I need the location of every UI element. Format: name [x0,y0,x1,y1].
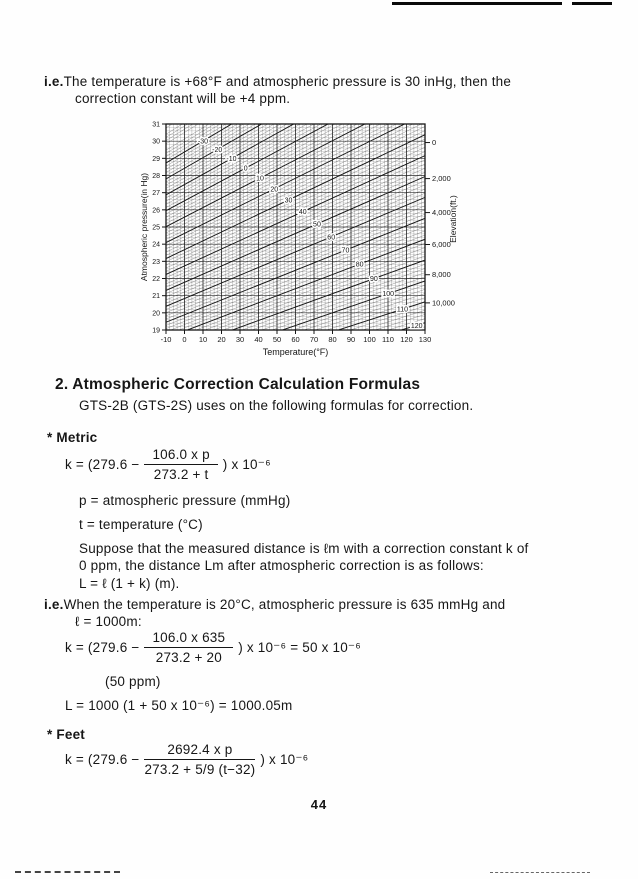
svg-text:30: 30 [152,138,160,146]
metric-t-definition: t = temperature (°C) [79,517,203,532]
svg-text:0: 0 [243,165,248,173]
nomograph-svg [136,116,468,358]
metric-ex-rhs: ) x 10⁻⁶ = 50 x 10⁻⁶ [238,639,362,655]
svg-text:-30: -30 [197,138,209,146]
svg-text:120: 120 [400,335,413,344]
svg-text:4,000: 4,000 [432,208,451,218]
svg-text:20: 20 [217,335,226,344]
svg-text:110: 110 [396,306,409,314]
metric-ex-numerator: 106.0 x 635 [144,630,233,648]
svg-text:80: 80 [355,261,364,269]
feet-heading [47,726,85,743]
svg-text:80: 80 [328,335,337,344]
svg-text:6,000: 6,000 [432,240,451,250]
svg-text:2,000: 2,000 [432,174,451,184]
metric-suppose-line1: Suppose that the measured distance is ℓm with a correction constant k of [79,541,529,556]
svg-text:110: 110 [382,335,394,344]
svg-text:28: 28 [152,173,160,180]
svg-text:31: 31 [152,121,160,129]
svg-text:130: 130 [418,335,432,344]
metric-ex-denominator: 273.2 + 20 [155,650,222,665]
svg-text:0: 0 [182,335,187,344]
svg-text:10: 10 [256,175,264,183]
svg-text:90: 90 [346,335,356,344]
svg-text:40: 40 [298,209,307,217]
svg-text:-10: -10 [160,335,172,344]
metric-ppm-note: (50 ppm) [105,674,161,689]
metric-ex-fraction [144,630,233,665]
svg-text:29: 29 [152,155,160,163]
metric-label: Metric [56,430,98,445]
scan-artifact-top-rule-2 [572,2,612,5]
svg-text:26: 26 [152,207,160,215]
svg-text:30: 30 [284,197,293,205]
svg-text:100: 100 [363,335,376,344]
svg-text:-10: -10 [226,155,237,163]
svg-text:Atmospheric pressure(in Hg): Atmospheric pressure(in Hg) [139,172,149,282]
metric-ex-lhs: k = (279.6 − [65,640,140,655]
svg-text:30: 30 [235,335,245,344]
scan-artifact-top-rule [392,2,562,5]
feet-k-denominator: 273.2 + 5/9 (t−32) [144,762,256,777]
svg-text:40: 40 [254,335,263,344]
svg-text:20: 20 [270,186,279,194]
scan-artifact-bottom-dashes-left [15,871,120,873]
svg-text:22: 22 [152,276,160,283]
metric-k-rhs: ) x 10⁻⁶ [222,456,271,472]
scan-artifact-bottom-dashes-right [490,872,590,873]
svg-text:10: 10 [198,335,208,344]
metric-example-formula [65,630,361,665]
svg-text:100: 100 [382,291,395,299]
svg-text:20: 20 [152,310,160,318]
metric-bullet: * [47,430,53,445]
metric-suppose-line2: 0 ppm, the distance Lm after atmospheric correction is as follows: [79,558,484,573]
metric-l-formula: L = ℓ (1 + k) (m). [79,576,180,591]
page-number: 44 [310,797,328,812]
feet-k-formula [65,742,308,777]
metric-p-definition: p = atmospheric pressure (mmHg) [79,493,291,508]
svg-text:25: 25 [152,224,160,232]
metric-k-lhs: k = (279.6 − [65,457,140,472]
svg-text:19: 19 [152,327,160,335]
svg-text:Elevation(ft.): Elevation(ft.) [448,195,458,243]
svg-text:0: 0 [432,138,437,148]
svg-text:90: 90 [370,276,378,284]
metric-example-line1: When the temperature is 20°C, atmospheric pressure is 635 mmHg and [63,597,506,612]
svg-text:50: 50 [313,221,321,229]
section-title: Atmospheric Correction Calculation Formulas [72,376,421,393]
feet-k-rhs: ) x 10⁻⁶ [260,751,309,767]
svg-text:10,000: 10,000 [432,298,455,308]
feet-k-lhs: k = (279.6 − [65,752,140,767]
intro-note-prefix: i.e. [44,74,64,89]
svg-text:70: 70 [341,247,350,255]
metric-k-numerator: 106.0 x p [144,447,217,465]
svg-text:8,000: 8,000 [432,270,451,280]
svg-text:21: 21 [152,293,160,301]
intro-note-line2: correction constant will be +4 ppm. [75,91,291,106]
metric-suppose-text [79,540,529,574]
svg-text:120: 120 [410,322,423,330]
section-heading [55,376,420,393]
svg-text:23: 23 [152,258,160,266]
pressure-temperature-nomograph [136,116,468,358]
svg-text:60: 60 [291,335,300,344]
metric-k-fraction [144,447,217,482]
metric-example-prefix: i.e. [44,597,64,612]
metric-example-line2: ℓ = 1000m: [75,614,142,629]
section-subtitle: GTS-2B (GTS-2S) uses on the following formulas for correction. [79,398,474,413]
metric-example-note [44,596,505,630]
svg-text:50: 50 [272,335,282,344]
metric-k-formula [65,447,271,482]
feet-k-numerator: 2692.4 x p [144,742,255,760]
svg-text:60: 60 [327,234,336,242]
svg-text:27: 27 [152,190,160,198]
svg-text:-20: -20 [212,146,223,154]
metric-k-denominator: 273.2 + t [153,467,209,482]
intro-note-line1: The temperature is +68°F and atmospheric pressure is 30 inHg, then the [63,74,512,89]
svg-text:Temperature(°F): Temperature(°F) [262,347,329,357]
section-number: 2. [55,376,69,393]
metric-l-example: L = 1000 (1 + 50 x 10⁻⁶) = 1000.05m [65,698,293,713]
intro-note [44,73,511,107]
metric-heading [47,429,97,446]
svg-text:70: 70 [309,335,319,344]
feet-bullet: * [47,727,53,742]
svg-text:24: 24 [152,241,160,249]
feet-label: Feet [56,727,85,742]
feet-k-fraction [144,742,255,777]
